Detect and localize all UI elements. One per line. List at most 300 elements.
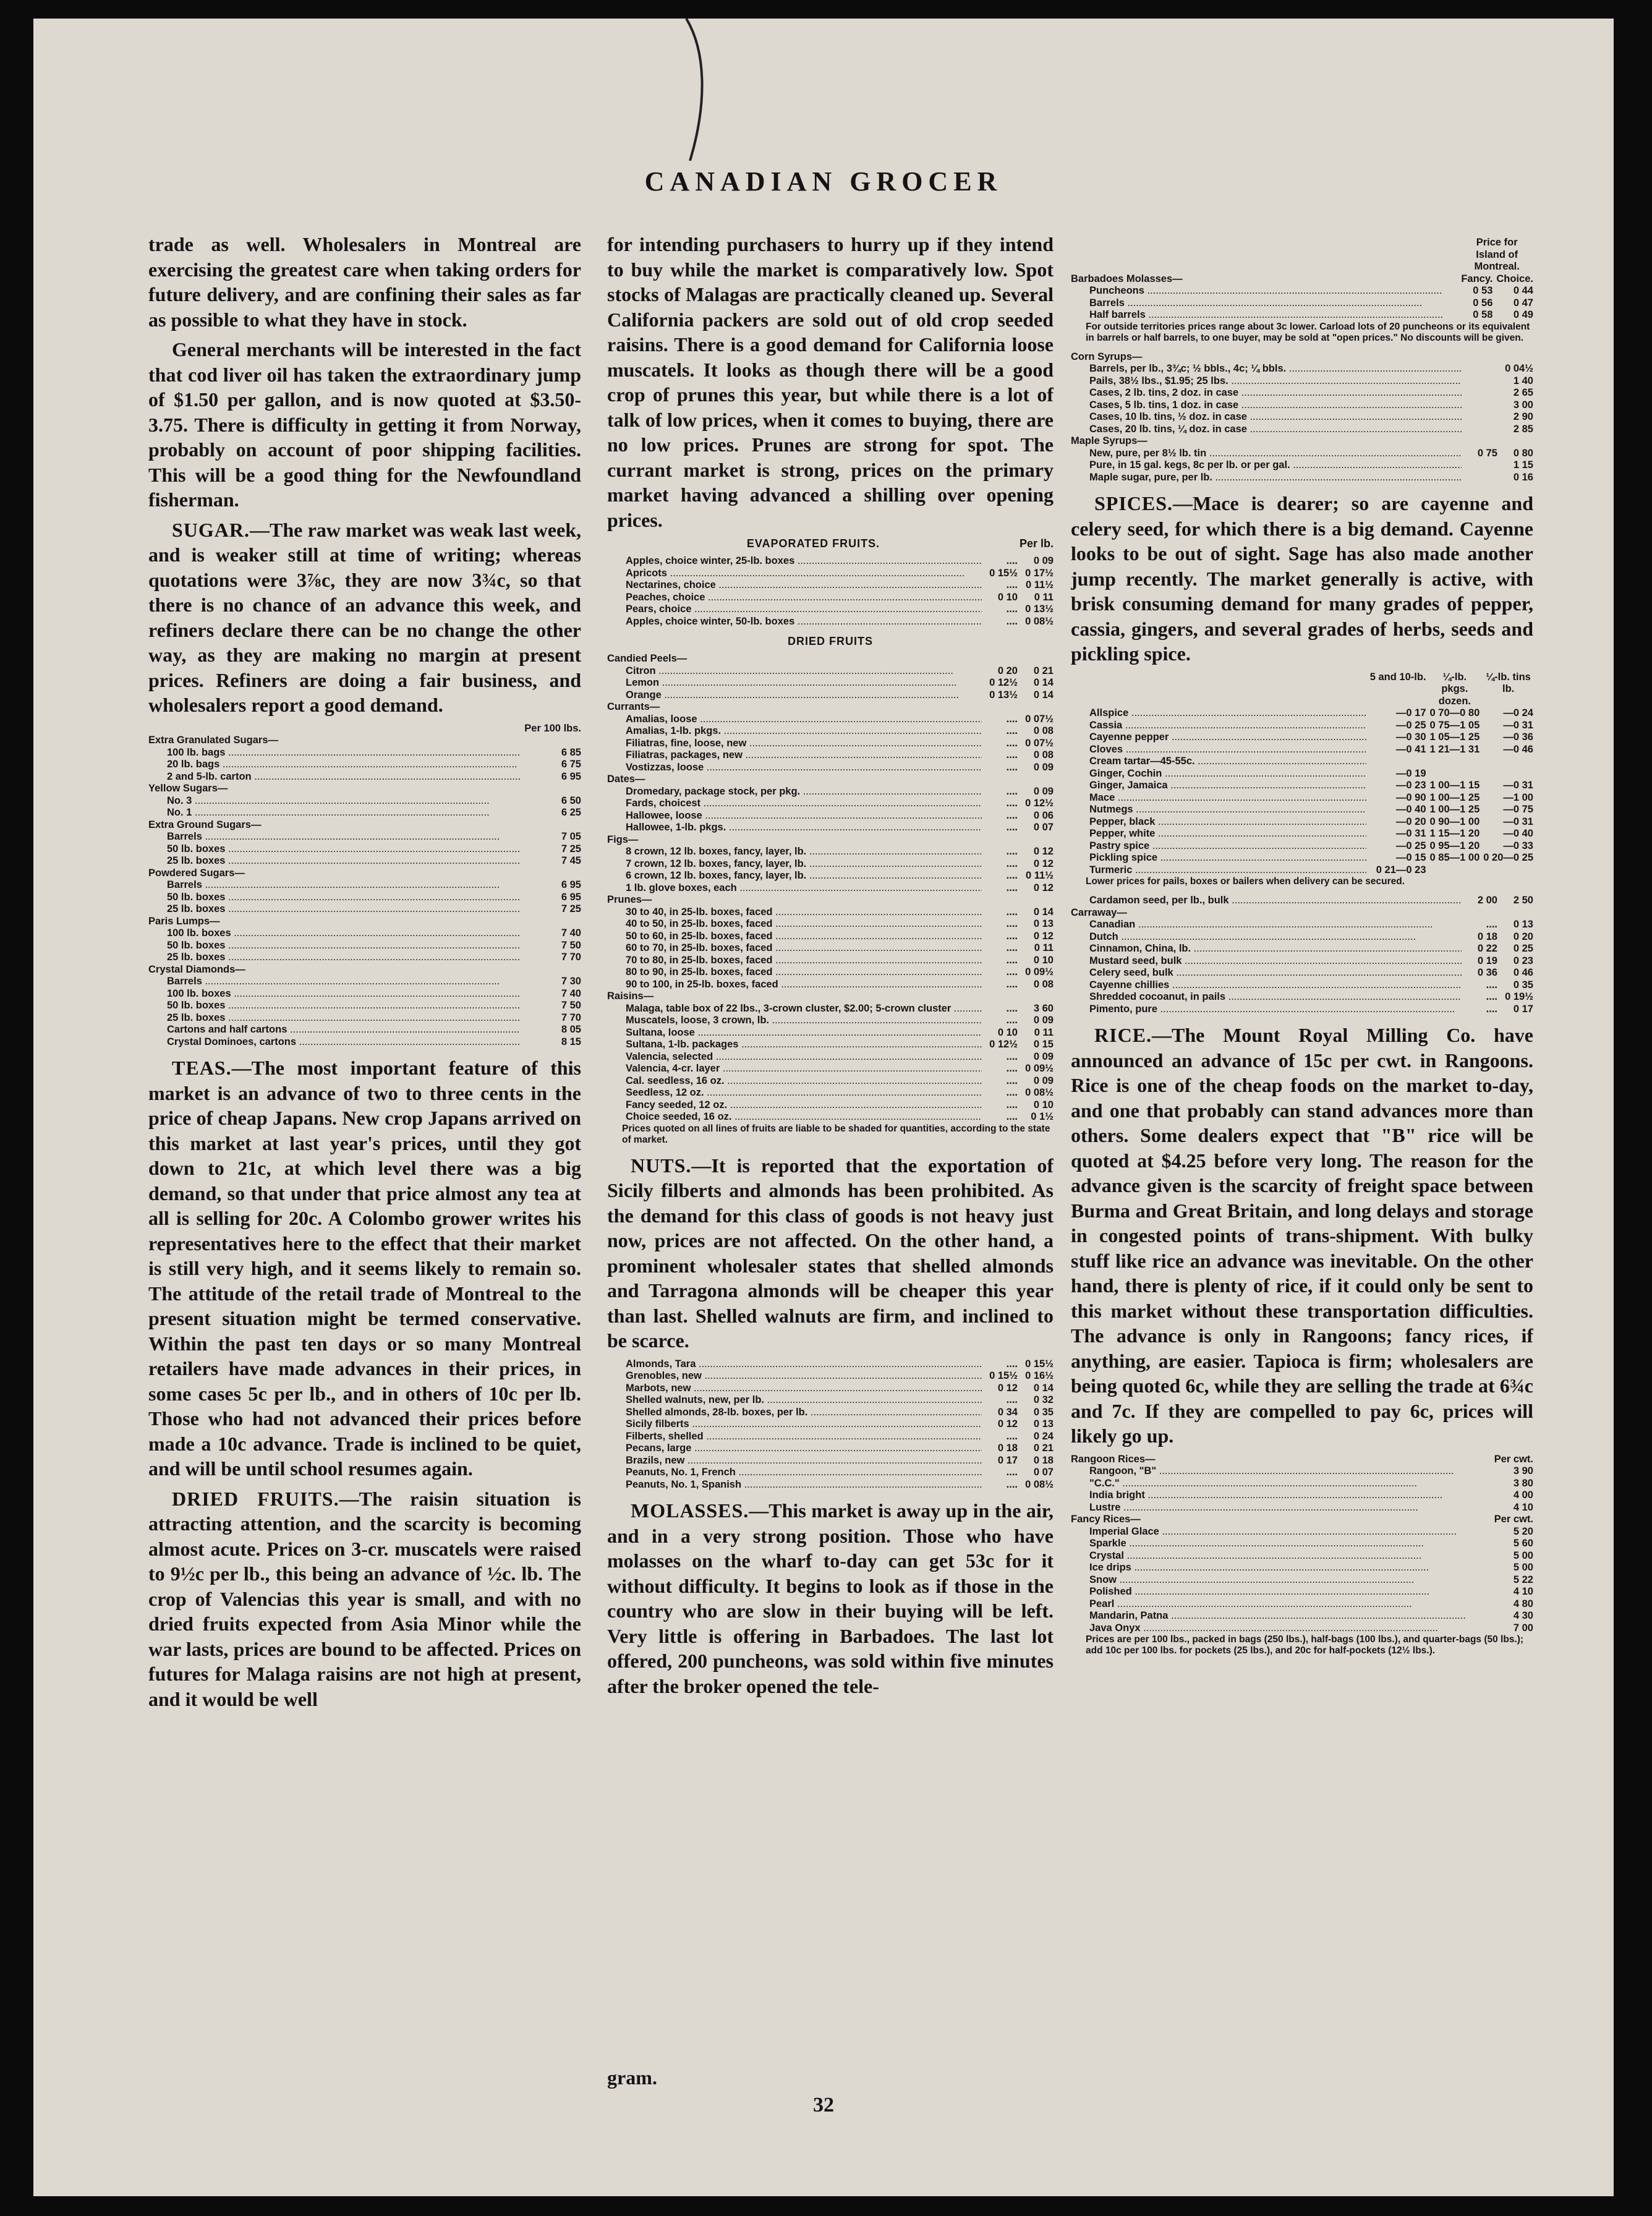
table-item-label: 1 lb. glove boxes, each ..... bbox=[607, 882, 982, 895]
table-row bbox=[1071, 731, 1533, 744]
table-item-label: Pepper, white ..... bbox=[1071, 828, 1366, 840]
table-row bbox=[1071, 707, 1533, 720]
table-row bbox=[1071, 792, 1533, 804]
table-value: 0 25 bbox=[1513, 943, 1533, 954]
table-value: —0 25 bbox=[1395, 840, 1426, 851]
table-value: 0 36 bbox=[1477, 967, 1497, 978]
table-value: 0 53 bbox=[1473, 285, 1493, 296]
table-item-label: Peanuts, No. 1, French ..... bbox=[607, 1467, 982, 1479]
table-row bbox=[1071, 979, 1533, 992]
table-row bbox=[1071, 1574, 1533, 1587]
table-row bbox=[1071, 967, 1533, 979]
table-header: 5 and 10-lb. bbox=[1369, 671, 1426, 683]
table-group-label: Fancy Rices— bbox=[1071, 1514, 1141, 1525]
table-value: .... bbox=[1486, 991, 1497, 1002]
table-value: .... bbox=[1006, 579, 1018, 590]
table-value: 0 08 bbox=[1033, 978, 1054, 990]
table-row bbox=[607, 1039, 1054, 1051]
table-value: 0 17 bbox=[997, 1454, 1018, 1466]
table-value: —0 33 bbox=[1503, 840, 1533, 851]
table-item-label: Imperial Glace ..... bbox=[1071, 1526, 1491, 1538]
table-group-label: Crystal Diamonds— bbox=[148, 963, 245, 975]
table-row bbox=[1071, 375, 1533, 388]
table-value: .... bbox=[1006, 822, 1018, 833]
table-value: 0 15½ bbox=[1025, 1358, 1054, 1370]
table-value: 7 25 bbox=[561, 843, 581, 854]
table-item-label: Seedless, 12 oz. ..... bbox=[607, 1087, 982, 1099]
table-value: 4 10 bbox=[1513, 1586, 1533, 1597]
table-value: 6 95 bbox=[561, 879, 581, 890]
table-item-label: Sultana, loose ..... bbox=[607, 1027, 982, 1039]
table-value: 7 40 bbox=[561, 987, 581, 999]
table-value bbox=[1480, 768, 1533, 780]
table-item-label: 7 crown, 12 lb. boxes, fancy, layer, lb. ..... bbox=[607, 858, 982, 871]
table-item-label: Shredded cocoanut, in pails ..... bbox=[1071, 991, 1462, 1004]
table-value: 7 05 bbox=[561, 831, 581, 842]
table-row bbox=[1071, 411, 1533, 424]
table-row bbox=[148, 855, 581, 867]
table-value: 8 05 bbox=[561, 1024, 581, 1035]
table-value: 0 49 bbox=[1513, 309, 1533, 320]
table-value: .... bbox=[1006, 1050, 1018, 1062]
table-row bbox=[1071, 768, 1533, 780]
table-value: .... bbox=[1006, 725, 1018, 736]
page-number: 32 bbox=[813, 2094, 834, 2116]
table-group-label: Powdered Sugars— bbox=[148, 867, 245, 879]
table-row bbox=[1071, 1622, 1533, 1635]
table-value: 0 14 bbox=[1033, 906, 1054, 918]
table-value: .... bbox=[1006, 603, 1018, 615]
table-row bbox=[148, 1036, 581, 1049]
table-item-label: Celery seed, bulk ..... bbox=[1071, 967, 1462, 979]
table-value: 6 50 bbox=[561, 795, 581, 806]
table-note: For outside territories prices range about 3c lower. Carload lots of 20 puncheons or its equivalent in barrels or half barrels, to one buyer, may be sold at "open prices." No discounts will be given. bbox=[1086, 321, 1530, 343]
table-row bbox=[607, 1443, 1054, 1455]
table-item-label: Peanuts, No. 1, Spanish ..... bbox=[607, 1479, 982, 1491]
table-value: .... bbox=[1006, 1467, 1018, 1478]
rice-price-table bbox=[1071, 1454, 1533, 1657]
table-item-label: 100 lb. bags ..... bbox=[148, 747, 521, 759]
table-item-label: 70 to 80, in 25-lb. boxes, faced ..... bbox=[607, 955, 982, 967]
table-value bbox=[1462, 387, 1497, 399]
table-row bbox=[607, 665, 1054, 678]
table-value: .... bbox=[1006, 785, 1018, 797]
table-group-label: Dates— bbox=[607, 773, 645, 785]
table-value: 0 58 bbox=[1473, 309, 1493, 320]
table-row bbox=[607, 966, 1054, 979]
table-value: 7 30 bbox=[561, 976, 581, 987]
table-header: ¼-lb. tins lb. bbox=[1486, 671, 1531, 694]
table-row bbox=[1071, 435, 1533, 448]
table-value: 0 17½ bbox=[1025, 567, 1054, 579]
table-value: 1 00—1 25 bbox=[1429, 791, 1480, 803]
table-value: 0 95—1 20 bbox=[1429, 840, 1480, 851]
table-row bbox=[607, 1003, 1054, 1015]
table-value: 0 12 bbox=[1033, 858, 1054, 869]
table-row bbox=[148, 759, 581, 771]
table-row bbox=[607, 894, 1054, 906]
table-value: .... bbox=[1486, 1003, 1497, 1015]
table-value: 0 75 bbox=[1477, 447, 1497, 459]
table-value: 0 12 bbox=[1033, 930, 1054, 942]
table-value: .... bbox=[1006, 954, 1018, 966]
table-value: —1 00 bbox=[1503, 791, 1533, 803]
table-item-label: Cassia ..... bbox=[1071, 720, 1366, 732]
table-title-dried-fruits: DRIED FRUITS bbox=[788, 635, 873, 647]
table-value: —0 40 bbox=[1503, 828, 1533, 839]
table-item-label: Fards, choicest ..... bbox=[607, 798, 982, 810]
table-value: .... bbox=[1006, 906, 1018, 918]
table-row bbox=[607, 858, 1054, 871]
table-row bbox=[607, 1407, 1054, 1419]
table-value: .... bbox=[1006, 1087, 1018, 1098]
table-group-label: Extra Ground Sugars— bbox=[148, 819, 262, 830]
table-row bbox=[1071, 931, 1533, 944]
table-value: 0 34 bbox=[997, 1406, 1018, 1418]
table-value: 1 05—1 25 bbox=[1429, 731, 1480, 743]
table-value: 7 50 bbox=[561, 939, 581, 951]
table-value: 0 10 bbox=[997, 1026, 1018, 1038]
section-text: —The raw market was weak last week, and is weaker still at time of writing; whereas quotations were 3⅞c, they are now 3¾c, so that there is no chance of an advance this week, and refiners declare there can be no change the other way, as they are making no margin at present prices. Refiners are doing a fair business, and wholesalers report a good demand. bbox=[148, 518, 581, 716]
table-value: —0 40 bbox=[1395, 804, 1426, 815]
table-value: 1 00—1 15 bbox=[1429, 780, 1480, 791]
section-text: —The raisin situation is attracting attention, and the scarcity is becoming almost acute. Prices on 3-cr. muscatels were raised to 9½c per lb., this being an advance of ½c. lb. The crop of Valencias this year is small, and with no dried fruits expected from Asia Minor while the war lasts, prices are bound to be affected. Prices on futures for Malaga raisins are not high at present, and it would be well bbox=[148, 1487, 581, 1710]
table-item-label: 50 to 60, in 25-lb. boxes, faced ..... bbox=[607, 931, 982, 943]
table-value: 0 19½ bbox=[1505, 991, 1533, 1002]
table-row bbox=[148, 783, 581, 795]
nuts-price-table bbox=[607, 1358, 1054, 1491]
table-value: —0 24 bbox=[1503, 707, 1533, 718]
table-item-label: Sparkle ..... bbox=[1071, 1538, 1491, 1550]
table-value: —0 23 bbox=[1395, 780, 1426, 791]
table-item-label: Hallowee, loose ..... bbox=[607, 810, 982, 822]
table-value: 8 15 bbox=[561, 1036, 581, 1047]
table-value: .... bbox=[1006, 882, 1018, 893]
table-header: Choice. bbox=[1496, 273, 1533, 284]
table-value: 7 70 bbox=[561, 952, 581, 963]
table-group-label: Candied Peels— bbox=[607, 653, 688, 664]
table-item-label: Apples, choice winter, 50-lb. boxes ..... bbox=[607, 616, 982, 628]
table-value: 0 70—0 80 bbox=[1429, 707, 1480, 718]
table-value: 0 09 bbox=[1033, 761, 1054, 773]
table-value bbox=[1426, 768, 1480, 780]
table-row bbox=[607, 846, 1054, 858]
table-item-label: 50 lb. boxes ..... bbox=[148, 1000, 521, 1012]
table-value bbox=[1426, 756, 1480, 768]
table-group-label: Raisins— bbox=[607, 991, 654, 1002]
table-value bbox=[1480, 756, 1533, 768]
table-item-label: Pearl ..... bbox=[1071, 1598, 1491, 1611]
table-value: —0 46 bbox=[1503, 743, 1533, 755]
table-row bbox=[607, 773, 1054, 786]
table-value: .... bbox=[1006, 809, 1018, 821]
table-value: Per cwt. bbox=[1494, 1453, 1533, 1465]
table-value bbox=[1462, 411, 1497, 424]
table-row bbox=[607, 1099, 1054, 1112]
table-item-label: Half barrels ..... bbox=[1071, 309, 1457, 322]
table-value: 3 60 bbox=[1033, 1002, 1054, 1014]
table-item-label: 2 and 5-lb. carton ..... bbox=[148, 771, 521, 783]
section-heading-rice: RICE. bbox=[1094, 1024, 1152, 1046]
table-item-label: Hallowee, 1-lb. pkgs. ..... bbox=[607, 822, 982, 834]
table-value: .... bbox=[1006, 930, 1018, 942]
table-value: 0 12½ bbox=[1025, 798, 1054, 809]
table-row bbox=[1071, 744, 1533, 756]
table-value: .... bbox=[1486, 919, 1497, 930]
table-value: 6 25 bbox=[561, 807, 581, 818]
table-item-label: Canadian ..... bbox=[1071, 919, 1462, 931]
table-value: 2 65 bbox=[1513, 387, 1533, 398]
table-value: —0 31 bbox=[1503, 816, 1533, 827]
table-item-label: 60 to 70, in 25-lb. boxes, faced ..... bbox=[607, 942, 982, 955]
table-value bbox=[1366, 756, 1426, 768]
table-note: Prices quoted on all lines of fruits are liable to be shaded for quantities, according to the state of market. bbox=[622, 1123, 1050, 1145]
table-row bbox=[607, 1455, 1054, 1467]
table-value: 0 09 bbox=[1033, 1015, 1054, 1026]
table-value: 5 60 bbox=[1513, 1538, 1533, 1549]
table-row bbox=[607, 1467, 1054, 1479]
table-row bbox=[148, 892, 581, 904]
evaporated-fruits-table bbox=[607, 555, 1054, 628]
table-row bbox=[607, 749, 1054, 762]
table-item-label: Orange ..... bbox=[607, 689, 982, 702]
table-value: 2 50 bbox=[1513, 895, 1533, 906]
table-row bbox=[607, 1027, 1054, 1039]
table-value: .... bbox=[1006, 1478, 1018, 1490]
table-value: 0 13 bbox=[1033, 918, 1054, 929]
table-row bbox=[607, 1479, 1054, 1491]
table-item-label: Allspice ..... bbox=[1071, 707, 1366, 720]
table-row bbox=[607, 1394, 1054, 1407]
table-item-label: Mandarin, Patna ..... bbox=[1071, 1610, 1491, 1622]
teas-paragraph bbox=[148, 1055, 581, 1481]
table-row bbox=[148, 903, 581, 916]
table-group-label: Rangoon Rices— bbox=[1071, 1453, 1156, 1465]
column-3 bbox=[1071, 232, 1533, 2093]
table-row bbox=[607, 592, 1054, 604]
dried-fruits-table bbox=[607, 653, 1054, 1146]
column-2 bbox=[607, 232, 1054, 2093]
table-value: .... bbox=[1486, 979, 1497, 991]
table-value: 0 07 bbox=[1033, 822, 1054, 833]
table-value: .... bbox=[1006, 858, 1018, 869]
table-value: 0 08½ bbox=[1025, 1478, 1054, 1490]
table-item-label: Filberts, shelled ..... bbox=[607, 1431, 982, 1443]
table-value: 0 15½ bbox=[989, 1370, 1018, 1381]
table-value: 0 11½ bbox=[1026, 579, 1054, 590]
table-item-label: Crystal Dominoes, cartons ..... bbox=[148, 1036, 521, 1049]
table-value: 0 11 bbox=[1034, 591, 1054, 603]
table-value: 7 00 bbox=[1513, 1622, 1533, 1634]
table-item-label: 25 lb. boxes ..... bbox=[148, 952, 521, 964]
table-value: 0 20 bbox=[997, 665, 1018, 676]
table-item-label: 20 lb. bags ..... bbox=[148, 759, 521, 771]
table-item-label: Marbots, new ..... bbox=[607, 1383, 982, 1395]
table-row bbox=[607, 931, 1054, 943]
table-value: 0 90—1 00 bbox=[1429, 816, 1480, 827]
table-item-label: Ice drips ..... bbox=[1071, 1562, 1491, 1574]
table-row bbox=[607, 1418, 1054, 1431]
table-value: 6 95 bbox=[561, 770, 581, 782]
table-row bbox=[1071, 816, 1533, 829]
table-item-label: Pimento, pure ..... bbox=[1071, 1004, 1462, 1016]
table-value: Per cwt. bbox=[1494, 1514, 1533, 1525]
table-value: 0 15½ bbox=[989, 567, 1018, 579]
table-row bbox=[148, 831, 581, 843]
table-item-label: Pickling spice ..... bbox=[1071, 852, 1366, 864]
table-value: .... bbox=[1006, 978, 1018, 990]
table-value: .... bbox=[1006, 1430, 1018, 1442]
table-value: 0 15 bbox=[1033, 1039, 1054, 1050]
table-item-label: Java Onyx ..... bbox=[1071, 1622, 1491, 1635]
table-value: 7 70 bbox=[561, 1012, 581, 1023]
table-item-label: "C.C." ..... bbox=[1071, 1478, 1491, 1490]
section-heading-sugar: SUGAR. bbox=[172, 518, 250, 541]
table-value: 0 22 bbox=[1477, 943, 1497, 954]
table-row bbox=[1071, 387, 1533, 399]
table-value: .... bbox=[1006, 713, 1018, 725]
table-item-label: Cinnamon, China, lb. ..... bbox=[1071, 943, 1462, 955]
table-item-label: 25 lb. boxes ..... bbox=[148, 903, 521, 916]
table-row bbox=[1071, 448, 1533, 460]
table-value: 0 12 bbox=[1033, 882, 1054, 893]
section-text: —It is reported that the exportation of Sicily filberts and almonds has been prohibited. As the demand for this class of goods is not heavy just now, prices are not affected. On the other hand, a prominent wholesaler states that shelled almonds and Tarragona almonds will be cheaper this year than last. Shelled walnuts are firm, and inclined to be scarce. bbox=[607, 1154, 1054, 1352]
spices-price-table bbox=[1071, 671, 1533, 888]
table-row bbox=[607, 870, 1054, 882]
table-value: 0 12 bbox=[997, 1382, 1018, 1394]
table-value: 0 18 bbox=[997, 1443, 1018, 1454]
table-row bbox=[148, 1024, 581, 1036]
table-item-label: Cartons and half cartons ..... bbox=[148, 1024, 521, 1036]
table-value: —0 30 bbox=[1395, 731, 1426, 743]
table-value: .... bbox=[1006, 1015, 1018, 1026]
table-item-label: Grenobles, new ..... bbox=[607, 1370, 982, 1383]
table-item-label: New, pure, per 8½ lb. tin ..... bbox=[1071, 448, 1462, 460]
table-item-label: Valencia, selected ..... bbox=[607, 1051, 982, 1063]
table-row bbox=[1071, 852, 1533, 864]
table-value: 0 56 bbox=[1473, 297, 1493, 309]
table-value: 0 09½ bbox=[1025, 966, 1054, 978]
table-row bbox=[148, 940, 581, 952]
table-item-label: 30 to 40, in 25-lb. boxes, faced ..... bbox=[607, 906, 982, 919]
table-item-label: Cardamon seed, per lb., bulk ..... bbox=[1071, 895, 1462, 907]
table-row bbox=[607, 1370, 1054, 1383]
table-item-label: Ginger, Cochin ..... bbox=[1071, 768, 1366, 780]
table-row bbox=[1071, 1538, 1533, 1550]
table-value: .... bbox=[1006, 942, 1018, 953]
table-item-label: Cayenne chillies ..... bbox=[1071, 979, 1462, 992]
table-value: .... bbox=[1006, 870, 1018, 881]
table-title-evaporated-fruits bbox=[607, 537, 1054, 550]
table-item-label: Rangoon, "B" ..... bbox=[1071, 1465, 1491, 1478]
table-value: 0 13 bbox=[1513, 919, 1533, 930]
table-row bbox=[1071, 363, 1533, 375]
table-value: 3 00 bbox=[1513, 399, 1533, 411]
table-item-label: Snow ..... bbox=[1071, 1574, 1491, 1587]
molasses-paragraph bbox=[607, 1498, 1054, 1698]
table-row bbox=[1071, 297, 1533, 310]
table-item-label: Filiatras, fine, loose, new ..... bbox=[607, 738, 982, 750]
table-value: 0 23 bbox=[1513, 955, 1533, 966]
table-item-label: No. 3 ..... bbox=[148, 795, 521, 808]
table-value: —0 20 bbox=[1395, 816, 1426, 827]
table-row bbox=[1071, 1526, 1533, 1538]
table-row bbox=[148, 1012, 581, 1025]
table-item-label: Filiatras, packages, new ..... bbox=[607, 749, 982, 762]
table-row bbox=[607, 798, 1054, 810]
table-item-label: Sicily filberts ..... bbox=[607, 1418, 982, 1431]
table-value: 0 80 bbox=[1513, 447, 1533, 459]
table-value: 0 08½ bbox=[1025, 1087, 1054, 1098]
table-value bbox=[1462, 399, 1497, 412]
table-value: 0 17 bbox=[1513, 1003, 1533, 1015]
table-item-label: 40 to 50, in 25-lb. boxes, faced ..... bbox=[607, 918, 982, 931]
table-row bbox=[607, 1063, 1054, 1075]
table-row bbox=[1071, 720, 1533, 732]
table-item-label: Nutmegs ..... bbox=[1071, 804, 1366, 816]
table-item-label: Cases, 5 lb. tins, 1 doz. in case ..... bbox=[1071, 399, 1462, 412]
table-item-label: Maple sugar, pure, per lb. ..... bbox=[1071, 472, 1462, 484]
table-row bbox=[148, 819, 581, 832]
table-row bbox=[1071, 919, 1533, 931]
table-row bbox=[607, 689, 1054, 702]
table-row bbox=[148, 747, 581, 759]
table-item-label: 25 lb. boxes ..... bbox=[148, 1012, 521, 1025]
table-value: 0 44 bbox=[1513, 285, 1533, 296]
table-value: 0 11 bbox=[1034, 1026, 1054, 1038]
table-value: 0 09 bbox=[1033, 1050, 1054, 1062]
table-row bbox=[148, 843, 581, 856]
table-value: .... bbox=[1006, 1358, 1018, 1370]
table-value: 0 32 bbox=[1033, 1394, 1054, 1405]
table-row bbox=[1071, 864, 1533, 877]
table-value: 1 21—1 31 bbox=[1429, 743, 1480, 755]
spices-paragraph bbox=[1071, 491, 1533, 667]
table-value: 0 12½ bbox=[989, 1039, 1018, 1050]
molasses-price-table bbox=[1071, 237, 1533, 344]
table-value: —0 25 bbox=[1395, 719, 1426, 731]
table-item-label: Lustre ..... bbox=[1071, 1502, 1491, 1514]
table-row bbox=[607, 1087, 1054, 1099]
section-text: —Mace is dearer; so are cayenne and celery seed, for which there is a big demand. Cayenne looks to be out of sight. Sage has also made another jump recently. The market generally is active, with brisk consuming demand for many grades of pepper, cassia, gingers, and several grades of herbs, seeds and pickling spice. bbox=[1071, 492, 1533, 665]
table-item-label: Muscatels, loose, 3 crown, lb. ..... bbox=[607, 1015, 982, 1027]
table-row bbox=[1071, 780, 1533, 792]
table-note-row bbox=[1071, 1634, 1533, 1656]
table-row bbox=[148, 795, 581, 808]
table-row bbox=[607, 555, 1054, 568]
table-item-label: Nectarines, choice ..... bbox=[607, 579, 982, 592]
table-value: 6 95 bbox=[561, 891, 581, 903]
table-row bbox=[607, 653, 1054, 665]
table-row bbox=[607, 1015, 1054, 1027]
table-value: 0 07½ bbox=[1025, 713, 1054, 725]
table-group-label: Prunes— bbox=[607, 894, 652, 905]
table-row bbox=[607, 579, 1054, 592]
table-value: 0 06 bbox=[1033, 809, 1054, 821]
table-value: .... bbox=[1006, 846, 1018, 857]
table-row bbox=[148, 807, 581, 819]
table-item-label: Almonds, Tara ..... bbox=[607, 1358, 982, 1371]
table-value bbox=[1462, 363, 1497, 375]
rice-paragraph bbox=[1071, 1023, 1533, 1449]
dried-fruits-paragraph bbox=[148, 1486, 581, 1712]
table-value bbox=[1426, 864, 1480, 877]
table-item-label: Lemon ..... bbox=[607, 677, 982, 689]
table-item-label: 90 to 100, in 25-lb. boxes, faced ..... bbox=[607, 979, 982, 991]
table-value: .... bbox=[1006, 1394, 1018, 1405]
section-text: —This market is away up in the air, and in a very strong position. Those who have molasses on the wharf to-day can get 53c for it without difficulty. It begins to look as if those in the country who are slow in their buying will be left. Very little is offering in Barbadoes. The last lot offered, 200 puncheons, was sold within five minutes after the broker opened the tele- bbox=[607, 1499, 1054, 1697]
page-header-title: CANADIAN GROCER bbox=[644, 166, 1003, 197]
